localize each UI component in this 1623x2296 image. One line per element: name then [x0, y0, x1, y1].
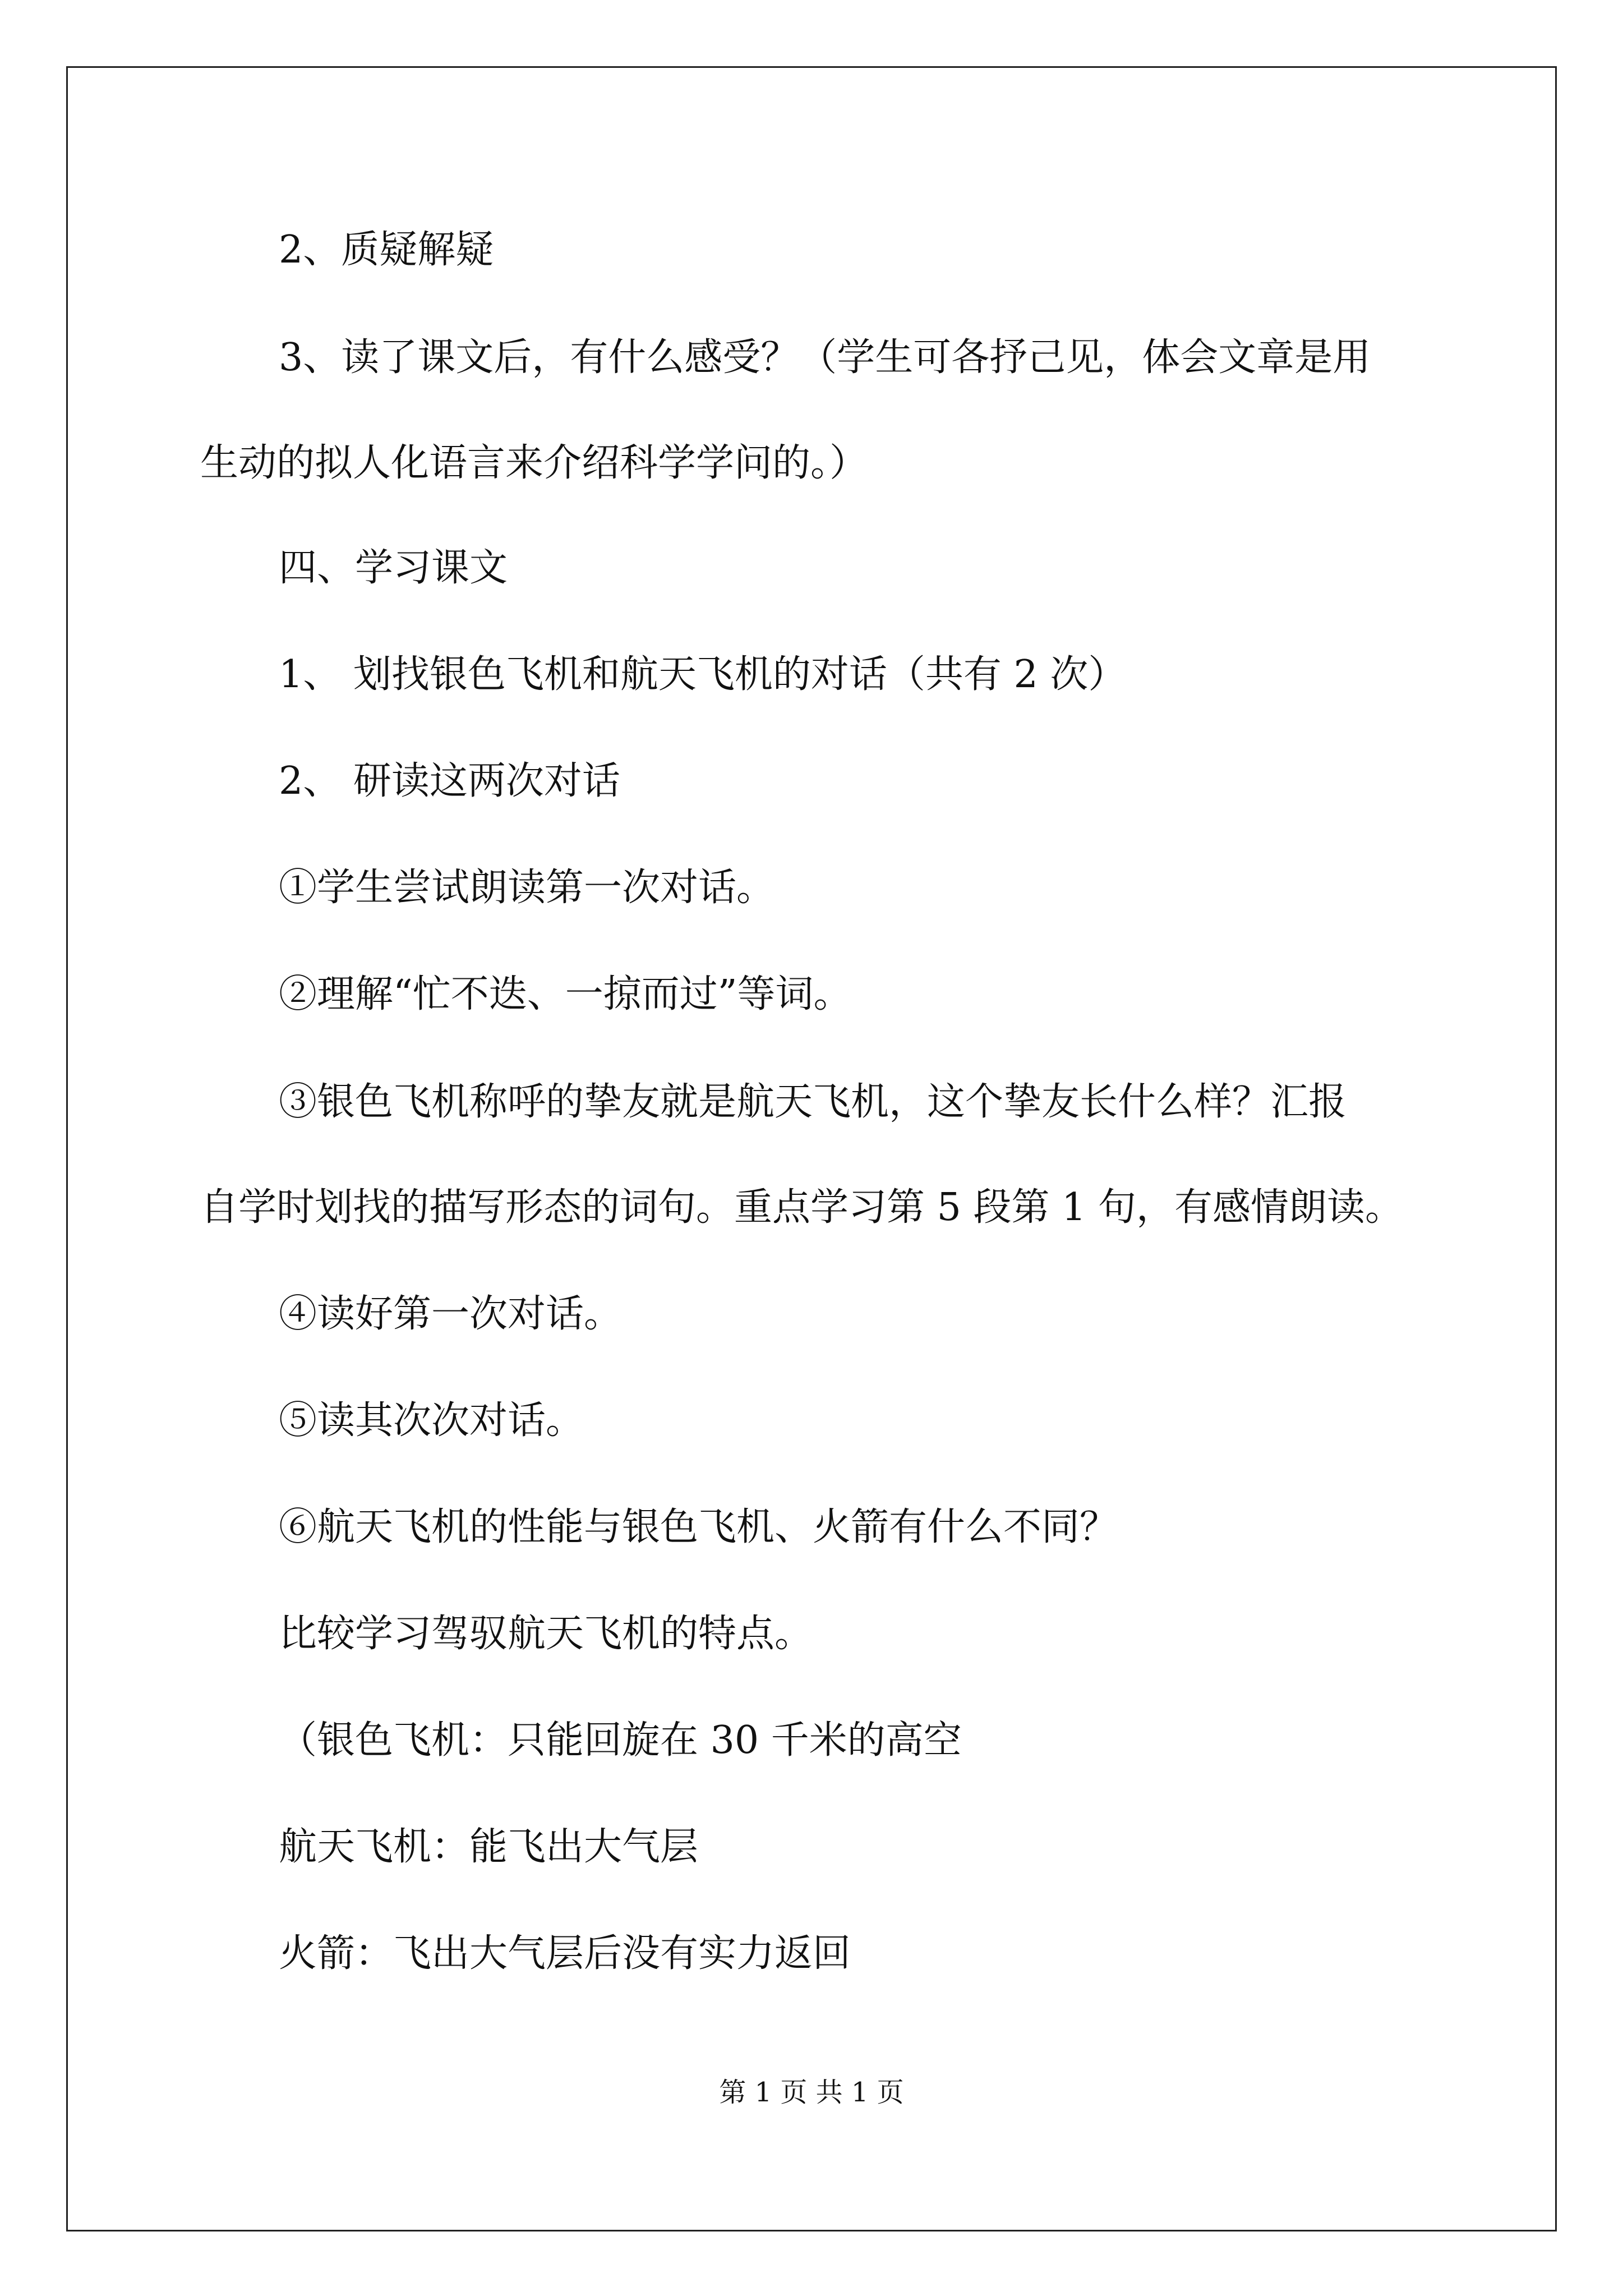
- sub-step-4: ④读好第一次对话。: [279, 1292, 623, 1336]
- page-footer: 第 1 页 共 1 页: [719, 2077, 904, 2108]
- comparison-space-shuttle: 航天飞机：能飞出大气层: [279, 1825, 699, 1869]
- paragraph-question-3: 3、读了课文后，有什么感受？（学生可各抒己见，体会文章是用: [279, 335, 1371, 380]
- step-2: 2、 研读这两次对话: [279, 759, 620, 803]
- comparison-intro: 比较学习驾驭航天飞机的特点。: [279, 1612, 813, 1656]
- comparison-silver-plane: （银色飞机：只能回旋在 30 千米的高空: [279, 1718, 962, 1763]
- section-heading-4: 四、学习课文: [279, 546, 508, 590]
- paragraph-heading-2: 2、质疑解疑: [279, 228, 494, 272]
- sub-step-2: ②理解“忙不迭、一掠而过”等词。: [279, 972, 852, 1016]
- sub-step-6: ⑥航天飞机的性能与银色飞机、火箭有什么不同？: [279, 1505, 1118, 1549]
- sub-step-5: ⑤读其次次对话。: [279, 1398, 584, 1443]
- comparison-rocket: 火箭：飞出大气层后没有实力返回: [279, 1931, 851, 1976]
- sub-step-3-continued: 自学时划找的描写形态的词句。重点学习第 5 段第 1 句，有感情朗读。: [200, 1185, 1403, 1230]
- page-border: [66, 66, 1557, 2231]
- sub-step-1: ①学生尝试朗读第一次对话。: [279, 866, 775, 910]
- step-1: 1、 划找银色飞机和航天飞机的对话（共有 2 次）: [279, 652, 1127, 697]
- paragraph-question-3-continued: 生动的拟人化语言来介绍科学学问的。）: [200, 441, 868, 485]
- sub-step-3: ③银色飞机称呼的挚友就是航天飞机，这个挚友长什么样？汇报: [279, 1080, 1347, 1124]
